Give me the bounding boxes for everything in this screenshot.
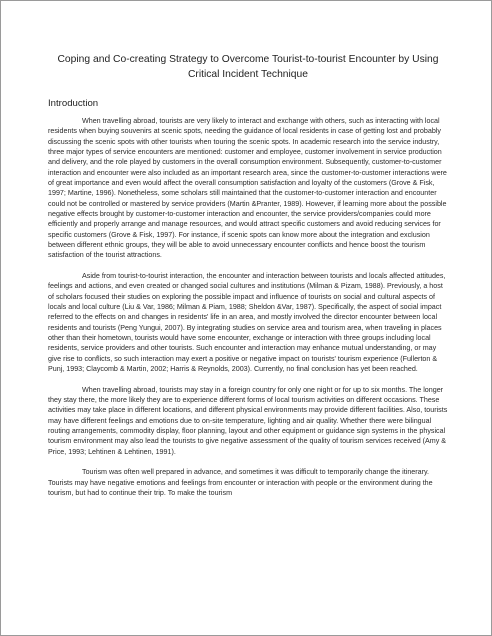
paragraph: Tourism was often well prepared in advance, and sometimes it was difficult to temporarily change the itinerary. Tourists may have negative emotions and feelings from encounter or interaction with people or the environment during the tourism, but had to continue their trip. To make the tourism <box>48 468 433 497</box>
paragraph: Aside from tourist-to-tourist interaction, the encounter and interaction between tourists and locals affected attitudes, feelings and actions, and even created or changed social cultures and institutions (Milman & Pizam, 1988). Previously, a host of scholars focused their studies on exploring the possible impact and influence of tourists on social and cultural aspects of locals and local culture (Liu & Var, 1986; Milman & Piam, 1988; Sheldon &Var, 1987). Specifically, the aspect of social impact referred to the effects on and changes in residents' life in an area, and mostly involved the director encounter between local residents and tourists (Peng Yungui, 2007). By integrating studies on service area and tourism area, when traveling in places other than their hometown, tourists would have some encounter, exchange or interaction with three groups including local residents, service providers and other tourists. Such encounter and interaction may enhance mutual understanding, or may give rise to conflicts, so such interaction may exert a positive or negative impact on tourists' tourism experience (Fullerton & Punj, 1993; Claycomb & Martin, 2002; Harris & Reynolds, 2003). Currently, no final conclusion has yet been reached. <box>48 272 446 374</box>
paragraph: When travelling abroad, tourists may stay in a foreign country for only one night or for up to six months. The longer they stay there, the more likely they are to experience different forms of local tourism activities on different occasions. These activities may take place in different locations, and different physical environments may provide different facilities. Also, tourists may have different feelings and emotions due to on-site temperature, lighting and air quality. Whether there were bilingual routing arrangements, commodity display, floor planning, layout and other equipment or guidance sign systems in the physical tourism environment may also lead the tourists to give negative assessment of the quality of tourism services received (Amy & Price, 1993; Lehtinen & Lehtinen, 1991). <box>48 385 448 456</box>
paragraph: When travelling abroad, tourists are very likely to interact and exchange with others, such as interacting with local residents when buying souvenirs at scenic spots, needing the guidance of local residents in case of getting lost and probably discussing the scenic spots with other tourists when touring the scenic spots. In academic research into the service industry, three major types of service encounters are mentioned: customer and employee, customer involvement in service production and delivery, and the role played by customers in the overall consumption environment. Subsequently, customer-to-customer interaction and encounter were also included as an important research area, since the customer-to-customer interactions were of great importance and even would affect the overall consumption satisfaction and loyalty of the customers (Grove & Fisk, 1997; Martine, 1996). Nonetheless, some scholars still maintained that the customer-to-customer interaction and encounter could not be controlled or mastered by service providers (Martin &Pranter, 1989). However, if learning more about the possible negative effects brought by customer-to-customer interaction and encounter, the service providers/companies could more efficiently and properly arrange and manage resources, and would attract specific customers and avoid reducing services for specific customers (Grove & Fisk, 1997). For instance, if scenic spots can know more about the integration and exclusion between different ethnic groups, they will be able to avoid unnecessary encounter conflicts and hence boost the tourism satisfaction of the tourist attractions. <box>48 117 447 260</box>
paper-title: Coping and Co-creating Strategy to Overcome Tourist-to-tourist Encounter by Using Critical Incident Technique <box>57 54 439 80</box>
page-content <box>48 53 448 508</box>
section-heading: Introduction <box>48 98 99 109</box>
